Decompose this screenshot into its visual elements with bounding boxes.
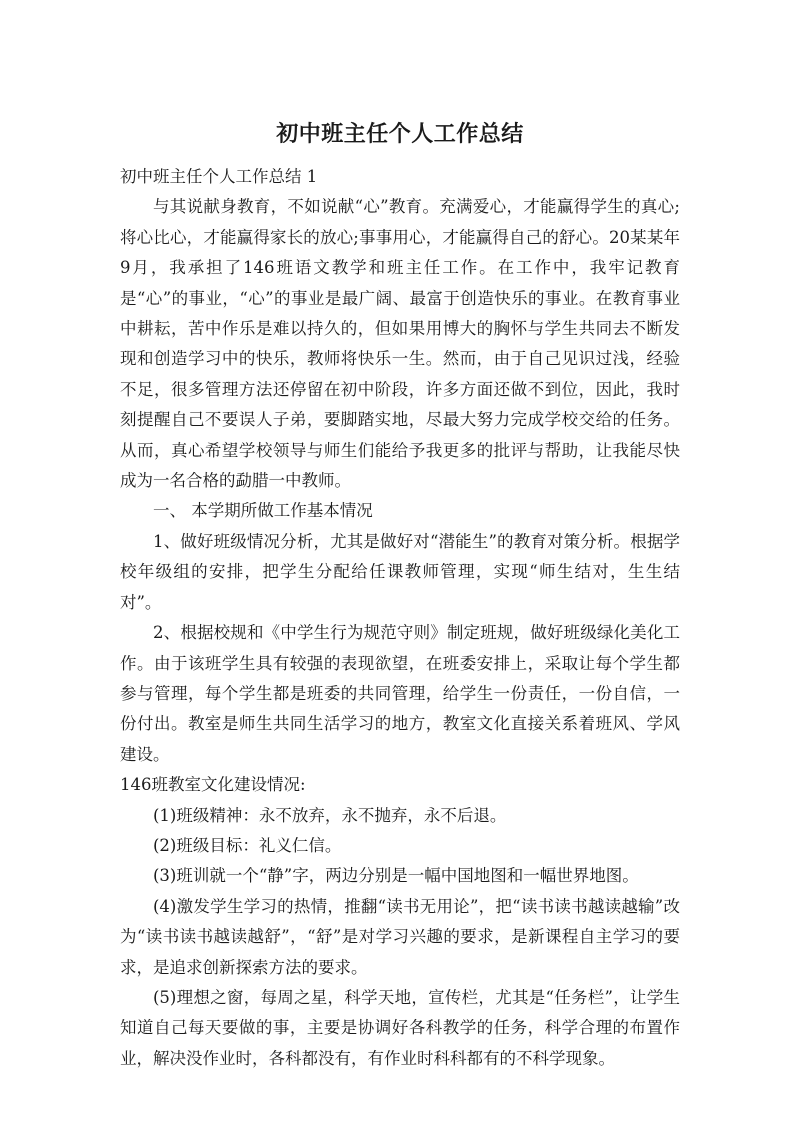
section-heading: 初中班主任个人工作总结 1 <box>120 167 318 186</box>
item-one-paragraph: 1、做好班级情况分析，尤其是做好对“潜能生”的教育对策分析。根据学校年级组的安排，把学生分配给任课教师管理，实现“师生结对，生生结对”。 <box>120 531 680 612</box>
intro-paragraph: 与其说献身教育，不如说献“心”教育。充满爱心，才能赢得学生的真心;将心比心，才能赢得家长的放心;事事用心，才能赢得自己的舒心。20某某年9月，我承担了146班语文教学和班主任工作。在工作中，我牢记教育是“心”的事业，“心”的事业是最广阔、最富于创造快乐的事业。在教育事业中耕耘，苦中作乐是难以持久的，但如果用博大的胸怀与学生共同去不断发现和创造学习中的快乐，教师将快乐一生。然而，由于自己见识过浅，经验不足，很多管理方法还停留在初中阶段，许多方面还做不到位，因此，我时刻提醒自己不要误人子弟，要脚踏实地，尽最大努力完成学校交给的任务。从而，真心希望学校领导与师生们能给予我更多的批评与帮助，让我能尽快成为一名合格的勐腊一中教师。 <box>120 197 680 491</box>
list-item: (1)班级精神：永不放弃，永不抛弃，永不后退。 <box>153 805 507 825</box>
document-title: 初中班主任个人工作总结 <box>276 122 524 147</box>
section-one-heading: 一、 本学期所做工作基本情况 <box>153 501 373 521</box>
item-two-paragraph: 2、根据校规和《中学生行为规范守则》制定班规，做好班级绿化美化工作。由于该班学生具有较强的表现欲望，在班委安排上，采取让每个学生都参与管理，每个学生都是班委的共同管理，给学生一份责任，一份自信，一份付出。教室是师生共同生活学习的地方，教室文化直接关系着班风、学风建设。 <box>120 623 680 764</box>
document-body <box>120 162 680 1074</box>
list-item: (2)班级目标：礼义仁信。 <box>153 835 342 855</box>
list-item: (5)理想之窗，每周之星，科学天地，宣传栏，尤其是“任务栏”，让学生知道自己每天要做的事，主要是协调好各科教学的任务，科学合理的布置作业，解决没作业时，各科都没有，有作业时科科都有的不科学现象。 <box>120 987 680 1068</box>
list-item: (4)激发学生学习的热情，推翻“读书无用论”，把“读书读书越读越输”改为“读书读书越读越舒”，“舒”是对学习兴趣的要求，是新课程自主学习的要求，是追求创新探索方法的要求。 <box>120 896 680 977</box>
classroom-culture-heading: 146班教室文化建设情况: <box>120 775 306 795</box>
list-item: (3)班训就一个“静”字，两边分别是一幅中国地图和一幅世界地图。 <box>153 866 639 886</box>
